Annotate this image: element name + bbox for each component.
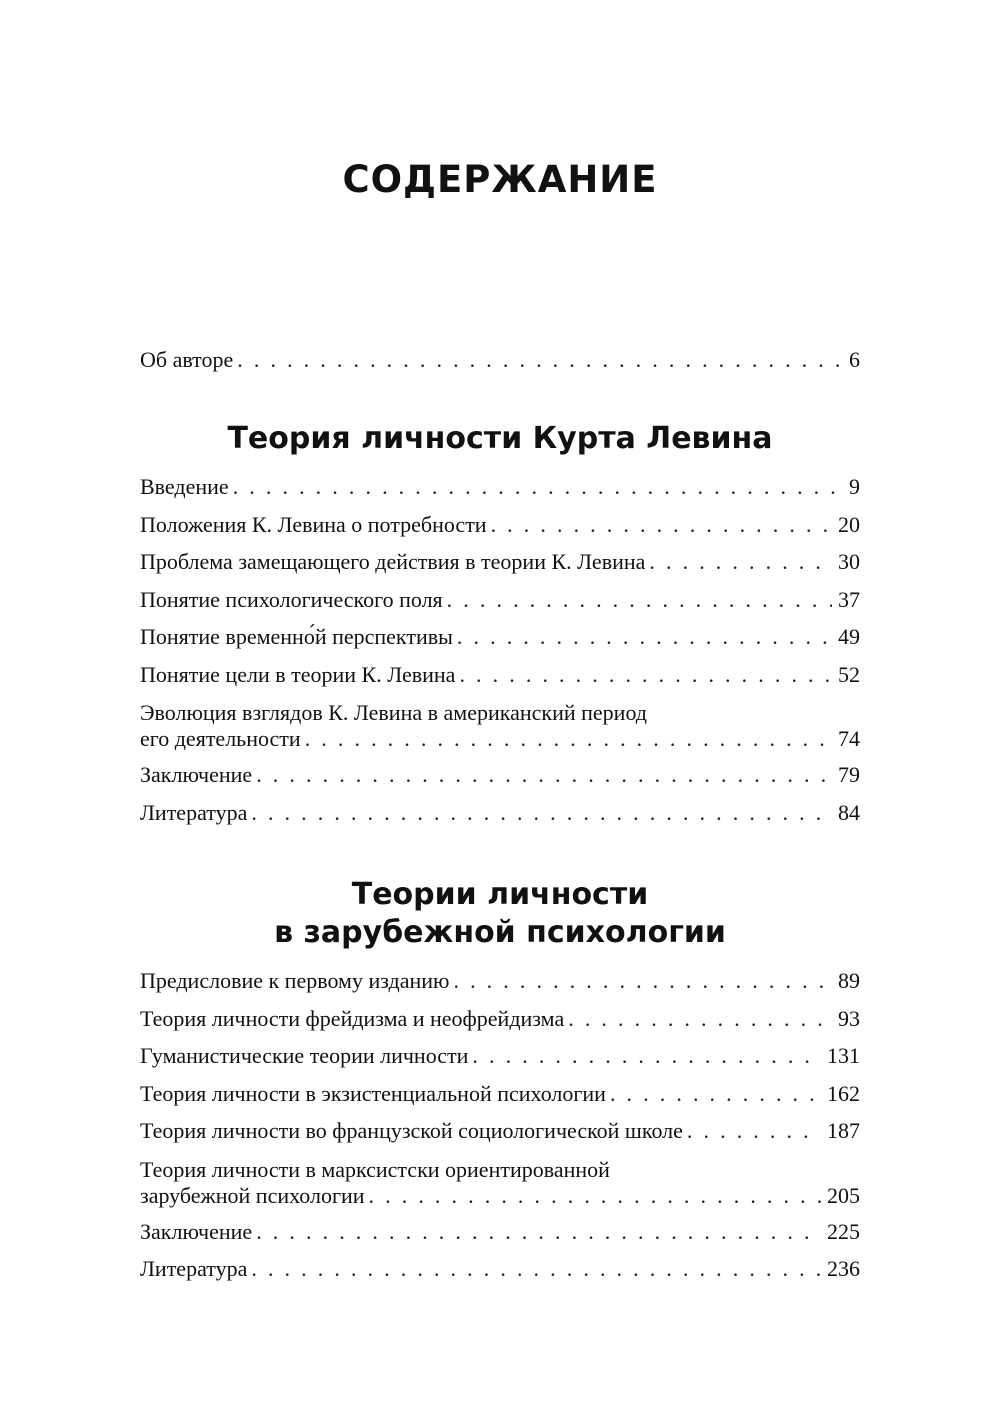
toc-entry-label-line2: зарубежной психологии: [140, 1182, 365, 1208]
dot-leader: [447, 587, 832, 613]
toc-entry-page: 49: [838, 624, 860, 649]
dot-leader: [453, 968, 832, 994]
toc-entry-page: 89: [838, 968, 860, 993]
toc-entry-page: 37: [838, 586, 860, 612]
toc-entry: [140, 587, 860, 613]
toc-entry-page: 205: [827, 1182, 860, 1208]
toc-entry-label: Литература: [140, 1256, 248, 1281]
toc-section-lewin: [140, 420, 860, 458]
toc-entry-page: 52: [838, 661, 860, 687]
toc-entry-page: 225: [827, 1218, 860, 1244]
toc-entry-label: Литература: [140, 799, 248, 825]
toc-entry-label: Об авторе: [140, 347, 234, 372]
toc-entry-label: Введение: [140, 474, 229, 499]
toc-entry-label: Теория личности фрейдизма и неофрейдизма: [140, 1005, 565, 1031]
dot-leader: [472, 1043, 821, 1069]
toc-entry: [140, 474, 860, 500]
dot-leader: [369, 1183, 821, 1209]
dot-leader: [568, 1006, 832, 1032]
toc-entry-page: 74: [838, 726, 860, 751]
toc-entry-label: Теория личности в экзистенциальной психологии: [140, 1080, 606, 1106]
toc-entry-page: 93: [838, 1005, 860, 1031]
toc-entry: [140, 549, 860, 575]
dot-leader: [491, 512, 832, 538]
page-title: СОДЕРЖАНИЕ: [342, 158, 658, 201]
toc-entry: [140, 1081, 860, 1107]
toc-entry: [140, 512, 860, 538]
dot-leader: [459, 662, 832, 688]
dot-leader: [457, 624, 832, 650]
toc-entry-last-line: [140, 726, 860, 752]
toc-entries-section1: [140, 474, 860, 826]
toc-entry: [140, 662, 860, 688]
dot-leader: [305, 726, 832, 752]
section-title: Теория личности Курта Левина: [227, 421, 773, 456]
dot-leader: [687, 1118, 821, 1144]
toc-entry-label-line1: Эволюция взглядов К. Левина в американский период: [140, 700, 647, 725]
toc-entry-label: Положения К. Левина о потребности: [140, 511, 487, 537]
toc-entry: [140, 624, 860, 650]
toc-entries-section2: [140, 968, 860, 1282]
toc-entry-page: 162: [827, 1080, 860, 1106]
dot-leader: [610, 1081, 821, 1107]
toc-entry-label: Предисловие к первому изданию: [140, 968, 450, 993]
toc-entry: [140, 1256, 860, 1282]
toc-entry: [140, 1006, 860, 1032]
toc-entry-page: 131: [827, 1043, 860, 1068]
toc-entry: [140, 800, 860, 826]
toc-entry: [140, 762, 860, 788]
toc-entry-label: Понятие временно́й перспективы: [140, 624, 453, 649]
section-title-line2: в зарубежной психологии: [274, 915, 726, 950]
toc-entry-label-line2: его деятельности: [140, 726, 301, 751]
toc-entry-label: Теория личности во французской социологической школе: [140, 1118, 683, 1143]
toc-section-foreign: [140, 876, 860, 952]
dot-leader: [256, 1219, 821, 1245]
toc-intro: [140, 347, 860, 373]
toc-entry: [140, 1219, 860, 1245]
toc-entry-page: 236: [827, 1256, 860, 1281]
toc-entry-label: Гуманистические теории личности: [140, 1043, 469, 1068]
toc-entry-last-line: [140, 1183, 860, 1209]
dot-leader: [251, 1256, 821, 1282]
toc-entry-label: Заключение: [140, 1218, 253, 1244]
dot-leader: [649, 549, 832, 575]
toc-entry-page: 84: [838, 799, 860, 825]
toc-entry: [140, 1156, 860, 1209]
toc-entry-label: Заключение: [140, 762, 253, 787]
toc-entry-page: 20: [838, 511, 860, 537]
section-title-line1: Теории личности: [351, 877, 649, 912]
toc-entry-page: 30: [838, 549, 860, 574]
toc-entry: [140, 1043, 860, 1069]
dot-leader: [233, 474, 843, 500]
toc-entry-page: 6: [849, 347, 860, 372]
toc-entry-page: 79: [838, 762, 860, 787]
toc-entry-label: Понятие цели в теории К. Левина: [140, 661, 456, 687]
dot-leader: [251, 800, 832, 826]
toc-entry: [140, 1118, 860, 1144]
toc-entry-label: Понятие психологического поля: [140, 586, 443, 612]
toc-entry: [140, 699, 860, 752]
toc-entry: [140, 968, 860, 994]
dot-leader: [237, 347, 843, 373]
toc-entry: [140, 347, 860, 373]
dot-leader: [256, 762, 832, 788]
toc-entry-label-line1: Теория личности в марксистски ориентированной: [140, 1156, 610, 1182]
toc-entry-page: 187: [827, 1118, 860, 1143]
toc-entry-page: 9: [849, 474, 860, 499]
toc-entry-label: Проблема замещающего действия в теории К. Левина: [140, 549, 646, 574]
